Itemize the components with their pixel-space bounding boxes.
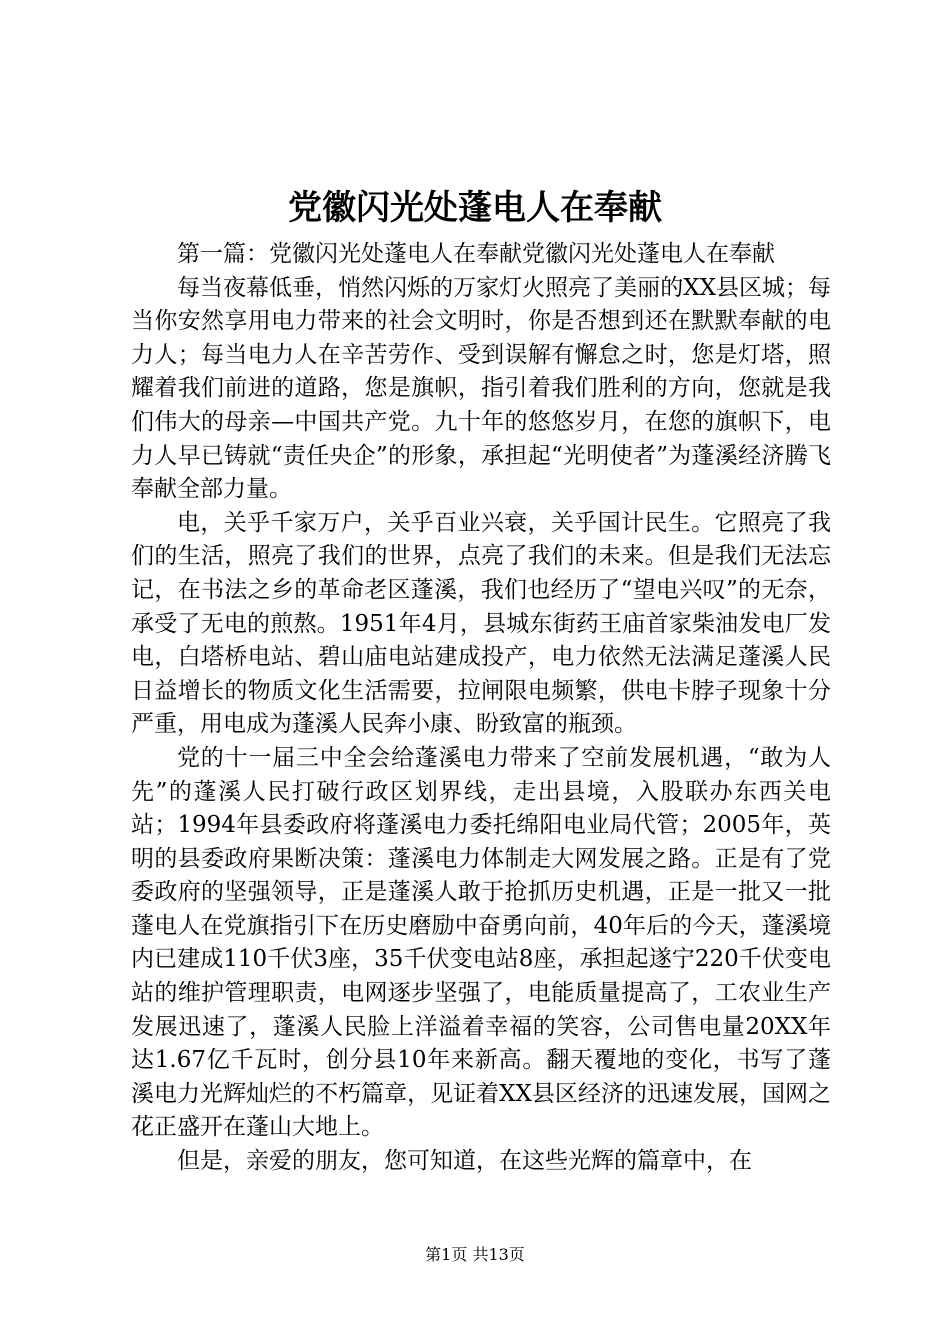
document-body [131, 238, 831, 1179]
paragraph: 每当夜幕低垂，悄然闪烁的万家灯火照亮了美丽的XX县区城；每当你安然享用电力带来的社会文明时，你是否想到还在默默奉献的电力人；每当电力人在辛苦劳作、受到误解有懈怠之时，您是灯塔，照耀着我们前进的道路，您是旗帜，指引着我们胜利的方向，您就是我们伟大的母亲—中国共产党。九十年的悠悠岁月，在您的旗帜下，电力人早已铸就“责任央企”的形象，承担起“光明使者”为蓬溪经济腾飞奉献全部力量。 [131, 274, 831, 503]
paragraph: 党的十一届三中全会给蓬溪电力带来了空前发展机遇，“敢为人先”的蓬溪人民打破行政区划界线，走出县境，入股联办东西关电站；1994年县委政府将蓬溪电力委托绵阳电业局代管；2005年，英明的县委政府果断决策：蓬溪电力体制走大网发展之路。正是有了党委政府的坚强领导，正是蓬溪人敢于抢抓历史机遇，正是一批又一批蓬电人在党旗指引下在历史磨励中奋勇向前，40年后的今天，蓬溪境内已建成110千伏3座，35千伏变电站8座，承担起遂宁220千伏变电站的维护管理职责，电网逐步坚强了，电能质量提高了，工农业生产发展迅速了，蓬溪人民脸上洋溢着幸福的笑容，公司售电量20XX年达1.67亿千瓦时，创分县10年来新高。翻天覆地的变化，书写了蓬溪电力光辉灿烂的不朽篇章，见证着XX县区经济的迅速发展，国网之花正盛开在蓬山大地上。 [131, 744, 831, 1141]
page-footer: 第1页 共13页 [425, 1245, 525, 1264]
paragraph: 电，关乎千家万户，关乎百业兴衰，关乎国计民生。它照亮了我们的生活，照亮了我们的世界，点亮了我们的未来。但是我们无法忘记，在书法之乡的革命老区蓬溪，我们也经历了“望电兴叹”的无奈，承受了无电的煎熬。1951年4月，县城东街药王庙首家柴油发电厂发电，白塔桥电站、碧山庙电站建成投产，电力依然无法满足蓬溪人民日益增长的物质文化生活需要，拉闸限电频繁，供电卡脖子现象十分严重，用电成为蓬溪人民奔小康、盼致富的瓶颈。 [131, 509, 831, 738]
paragraph: 但是，亲爱的朋友，您可知道，在这些光辉的篇章中，在 [177, 1148, 752, 1175]
document-title: 党徽闪光处蓬电人在奉献 [288, 188, 662, 228]
paragraph: 第一篇：党徽闪光处蓬电人在奉献党徽闪光处蓬电人在奉献 [177, 241, 775, 267]
